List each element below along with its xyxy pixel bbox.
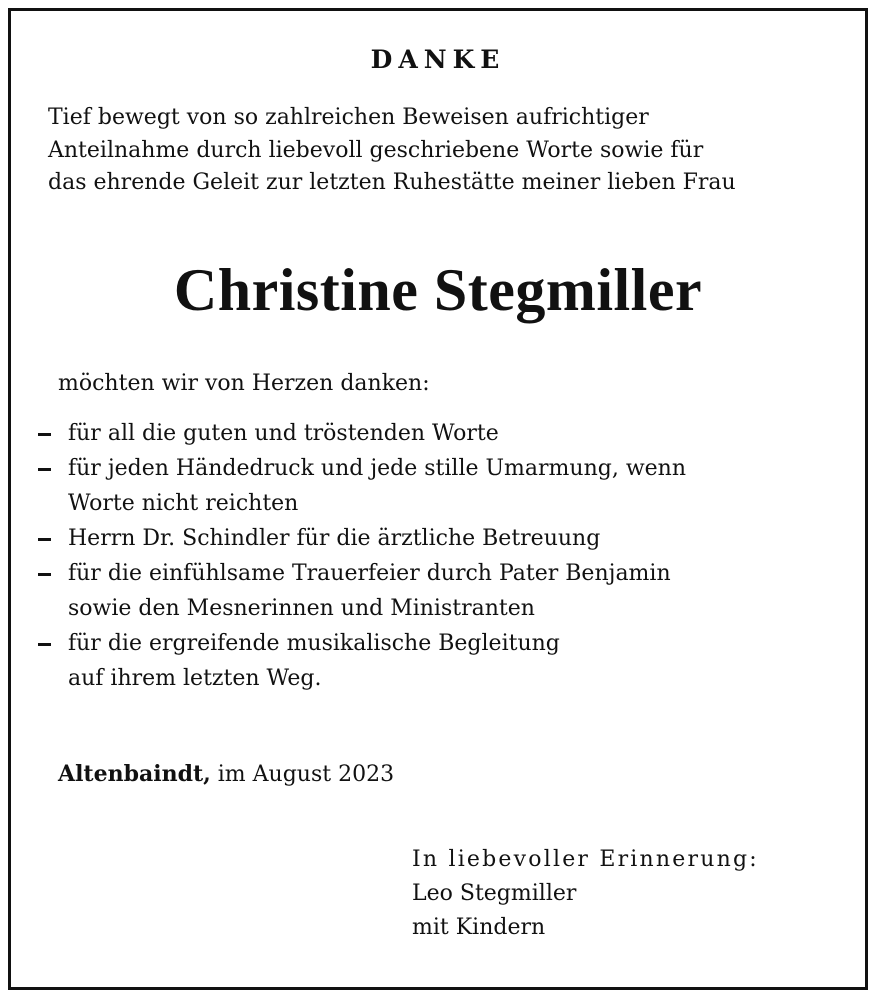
signature-block [412,843,759,945]
signature-name: Leo Stegmiller [412,881,577,906]
thanks-item [38,451,838,521]
thanks-item-line: für die ergreifende musikalische Begleitung [68,631,560,656]
thanks-item-line: für die einfühlsame Trauerfeier durch Pater Benjamin [68,561,671,586]
dash-bullet-icon [38,433,51,436]
intro-line: Tief bewegt von so zahlreichen Beweisen aufrichtiger [48,105,649,130]
thanks-list [38,416,838,696]
thanks-item-line: Herrn Dr. Schindler für die ärztliche Betreuung [68,526,601,551]
dash-bullet-icon [38,538,51,541]
thanks-item-line: für jeden Händedruck und jede stille Umarmung, wenn [68,456,687,481]
thanks-item-line: sowie den Mesnerinnen und Ministranten [68,596,535,621]
signature-closing: In liebevoller Erinnerung: [412,847,759,872]
date-text: im August 2023 [210,762,395,787]
dash-bullet-icon [38,573,51,576]
thanks-item-line: auf ihrem letzten Weg. [68,666,322,691]
place-date-line [58,757,394,792]
thanks-item-line: Worte nicht reichten [68,491,299,516]
dash-bullet-icon [38,643,51,646]
place-name: Altenbaindt, [58,761,211,787]
deceased-name: Christine Stegmiller [173,257,703,323]
thanks-item [38,556,838,626]
intro-line: Anteilnahme durch liebevoll geschriebene Worte sowie für [48,137,704,163]
dash-bullet-icon [38,468,51,471]
thanks-item-line: für all die guten und tröstenden Worte [68,421,499,446]
thanks-item [38,521,838,556]
thanks-lead-text: möchten wir von Herzen danken: [58,371,430,396]
thanks-item [38,626,838,696]
intro-paragraph [48,102,848,200]
thanks-item [38,416,838,451]
signature-family: mit Kindern [412,915,546,940]
intro-line: das ehrende Geleit zur letzten Ruhestätte meiner lieben Frau [48,170,736,195]
notice-heading: DANKE [370,45,506,74]
